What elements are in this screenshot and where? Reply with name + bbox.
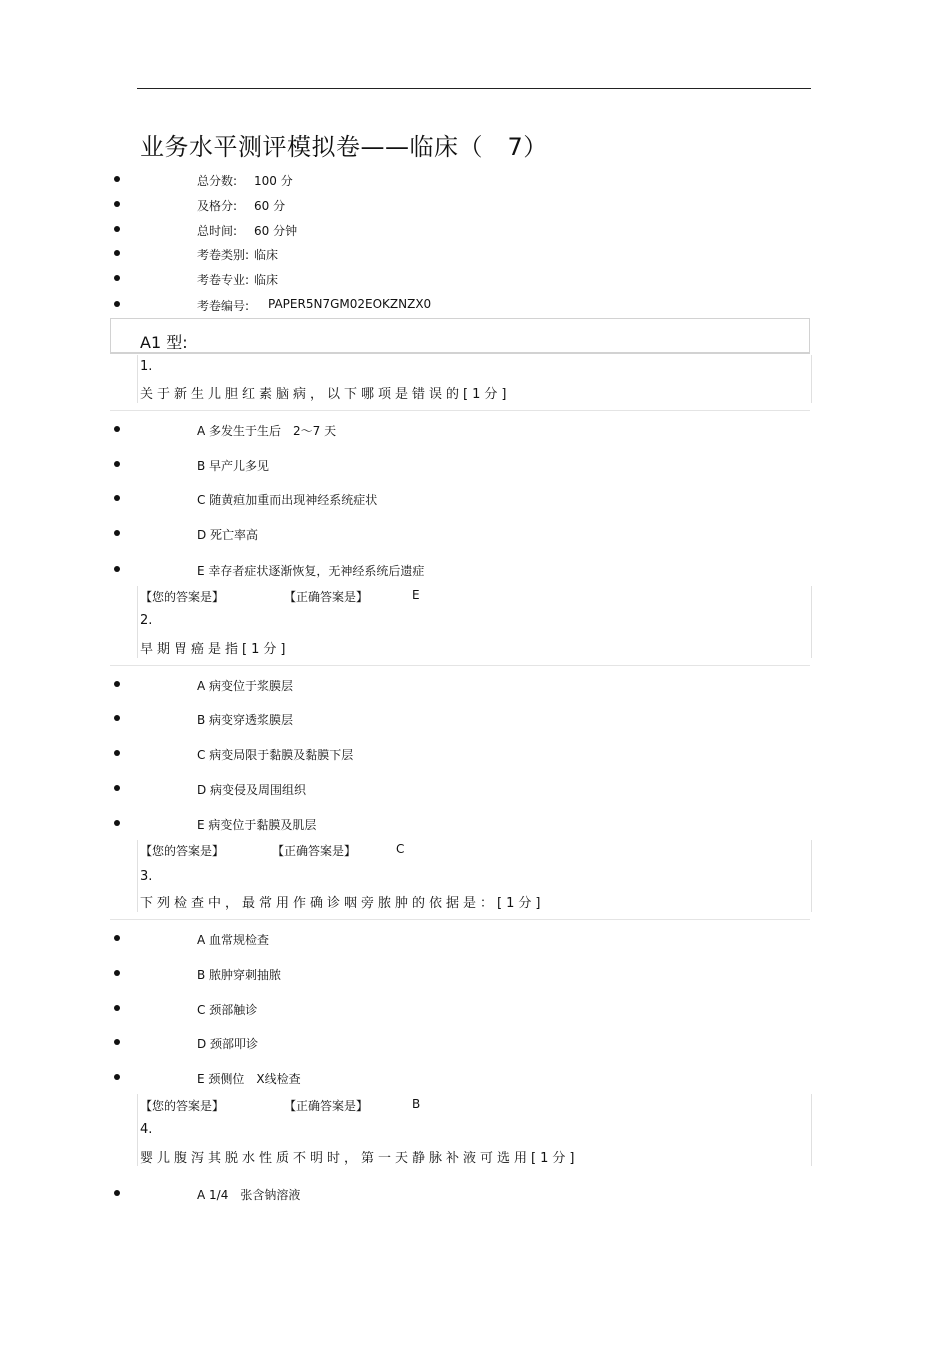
bullet-icon (114, 1039, 120, 1045)
bullet-icon (114, 275, 120, 281)
question-divider (110, 410, 810, 411)
bullet-icon (114, 715, 120, 721)
question-text: 下列检查中，最常用作确诊咽旁脓肿的依据是：[1分] (140, 896, 545, 911)
meta-value: 60 分 (254, 199, 286, 213)
option-text: D 死亡率高 (197, 528, 259, 542)
top-rule (137, 88, 811, 89)
meta-value: 100 分 (254, 174, 293, 188)
section-title: A1 型: (140, 333, 188, 352)
option-text: C 随黄疸加重而出现神经系统症状 (197, 493, 378, 507)
question-number: 4. (140, 1122, 153, 1137)
question-text: 婴儿腹泻其脱水性质不明时，第一天静脉补液可选用[1分] (140, 1151, 579, 1166)
question-divider (110, 919, 810, 920)
correct-answer-value: E (412, 588, 420, 602)
correct-answer-label: 【正确答案是】 (272, 844, 357, 858)
bullet-icon (114, 426, 120, 432)
option-text: A 多发生于生后 2～7 天 (197, 424, 337, 438)
bullet-icon (114, 250, 120, 256)
meta-label: 考卷编号: (197, 299, 250, 313)
bullet-icon (114, 201, 120, 207)
question-divider (110, 665, 810, 666)
bullet-icon (114, 461, 120, 467)
bullet-icon (114, 1190, 120, 1196)
option-text: B 早产儿多见 (197, 459, 270, 473)
option-text: B 病变穿透浆膜层 (197, 713, 294, 727)
meta-value: 临床 (254, 248, 279, 262)
bullet-icon (114, 820, 120, 826)
bullet-icon (114, 935, 120, 941)
your-answer-label: 【您的答案是】 (140, 590, 225, 604)
bullet-icon (114, 681, 120, 687)
bullet-icon (114, 566, 120, 572)
bullet-icon (114, 750, 120, 756)
option-text: D 病变侵及周围组织 (197, 783, 307, 797)
question-text: 关于新生儿胆红素脑病，以下哪项是错误的[1分] (140, 387, 511, 402)
option-text: D 颈部叩诊 (197, 1037, 259, 1051)
bullet-icon (114, 1005, 120, 1011)
bullet-icon (114, 495, 120, 501)
bullet-icon (114, 301, 120, 307)
option-text: C 病变局限于黏膜及黏膜下层 (197, 748, 354, 762)
option-text: C 颈部触诊 (197, 1003, 258, 1017)
question-number: 1. (140, 359, 153, 374)
your-answer-label: 【您的答案是】 (140, 844, 225, 858)
option-text: E 病变位于黏膜及肌层 (197, 818, 317, 832)
option-text: E 颈侧位 X线检查 (197, 1072, 301, 1086)
your-answer-label: 【您的答案是】 (140, 1099, 225, 1113)
question-number: 2. (140, 613, 153, 628)
bullet-icon (114, 1074, 120, 1080)
bullet-icon (114, 530, 120, 536)
option-text: A 1/4 张含钠溶液 (197, 1188, 301, 1202)
bullet-icon (114, 226, 120, 232)
meta-label: 考卷类别: (197, 248, 250, 262)
option-text: A 病变位于浆膜层 (197, 679, 294, 693)
meta-value: 临床 (254, 273, 279, 287)
option-text: A 血常规检查 (197, 933, 270, 947)
correct-answer-value: B (412, 1097, 421, 1111)
section-header-box (110, 318, 810, 354)
meta-label: 总分数: (197, 174, 238, 188)
correct-answer-value: C (396, 842, 405, 856)
option-text: E 幸存者症状逐渐恢复，无神经系统后遗症 (197, 564, 425, 578)
bullet-icon (114, 785, 120, 791)
question-text: 早期胃癌是指[1分] (140, 642, 290, 657)
meta-label: 总时间: (197, 224, 238, 238)
meta-label: 及格分: (197, 199, 238, 213)
meta-value: PAPER5N7GM02EOKZNZX0 (268, 297, 432, 311)
option-text: B 脓肿穿刺抽脓 (197, 968, 282, 982)
page-title: 业务水平测评模拟卷——临床（ 7） (140, 133, 548, 161)
correct-answer-label: 【正确答案是】 (284, 1099, 369, 1113)
meta-value: 60 分钟 (254, 224, 298, 238)
correct-answer-label: 【正确答案是】 (284, 590, 369, 604)
bullet-icon (114, 970, 120, 976)
question-number: 3. (140, 869, 153, 884)
meta-label: 考卷专业: (197, 273, 250, 287)
bullet-icon (114, 176, 120, 182)
